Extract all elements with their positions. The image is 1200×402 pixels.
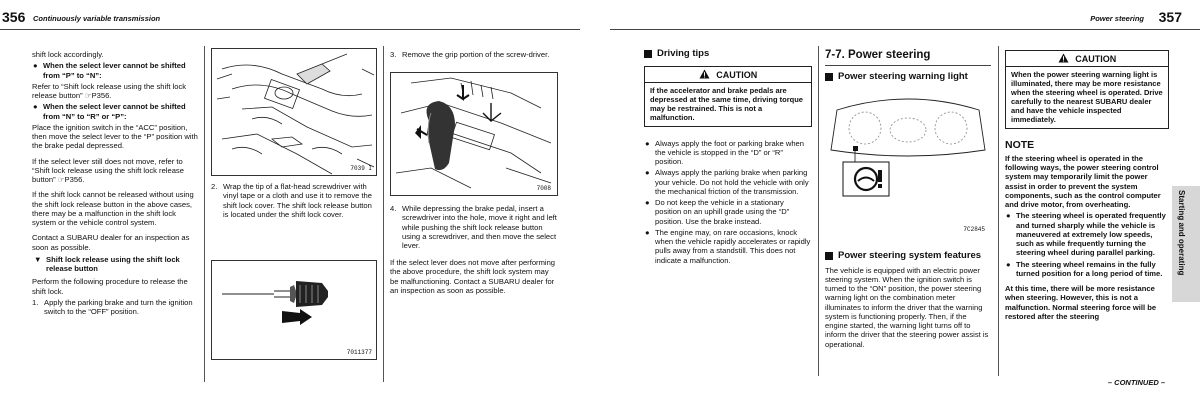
paragraph: The vehicle is equipped with an electric power steering system. When the ignition switch is turned to the “ON” position, the power steering warning light on the combination meter illuminates to inform the driver that the warning system is functioning properly. Then, if the engine started, the warning light turns off to inform the driver that the steering power assist is operational. bbox=[825, 265, 989, 349]
right-page-header bbox=[610, 0, 1200, 30]
paragraph: If the shift lock cannot be released without using the shift lock release button in the above cases, there may be a malfunction in the shift lock system or the vehicle control system. bbox=[32, 190, 194, 227]
column-divider bbox=[818, 46, 819, 376]
step-text: Remove the grip portion of the screw-driver. bbox=[402, 50, 550, 59]
combination-meter-illustration bbox=[825, 90, 991, 236]
right-page-title: Power steering bbox=[1090, 14, 1144, 23]
bullet-dot-icon: ● bbox=[645, 168, 650, 178]
figure-code: 7011377 bbox=[346, 348, 372, 356]
steering-wheel-icon bbox=[855, 168, 877, 190]
subsection-heading-warning-light bbox=[825, 71, 991, 83]
warning-triangle-icon bbox=[1058, 53, 1069, 63]
subsection-heading-features bbox=[825, 250, 991, 262]
caution-box bbox=[644, 66, 812, 127]
caution-label: CAUTION bbox=[1075, 54, 1117, 64]
list-item-text: The engine may, on rare occasions, knock when the vehicle rapidly accelerates or rapidly pulls away from a standstill. This does not indicate a malfunction. bbox=[655, 227, 811, 265]
right-column-3 bbox=[1005, 50, 1169, 327]
figure-shift-lock-cover bbox=[211, 48, 377, 176]
list-item bbox=[1005, 260, 1169, 279]
bullet-heading bbox=[32, 61, 198, 80]
step-number: 1. bbox=[32, 297, 39, 307]
caution-header bbox=[645, 67, 811, 83]
left-column-1 bbox=[32, 50, 198, 316]
caution-header bbox=[1006, 51, 1168, 67]
bullet-heading-text: When the select lever cannot be shifted from “N” to “R” or “P”: bbox=[43, 102, 186, 121]
square-bullet-icon bbox=[825, 252, 833, 260]
note-title: NOTE bbox=[1005, 138, 1035, 151]
right-column-2 bbox=[825, 48, 991, 83]
step-3 bbox=[390, 50, 558, 59]
step-number: 3. bbox=[390, 50, 397, 59]
figure-code: 7008 bbox=[536, 184, 551, 192]
list-item-text: Always apply the foot or parking brake when the vehicle is stopped in the “D” or “R” position. bbox=[655, 138, 805, 167]
warning-triangle-icon bbox=[699, 69, 710, 79]
note-intro: If the steering wheel is operated in the following ways, the power steering control system may temporarily limit the power assist in order to prevent the system components, such as the control computer and drive motor, from overheating. bbox=[1005, 153, 1161, 210]
bullet-dot-icon: ● bbox=[33, 61, 38, 71]
paragraph: Contact a SUBARU dealer for an inspection as soon as possible. bbox=[32, 233, 190, 252]
step-2 bbox=[211, 182, 377, 219]
paragraph: shift lock accordingly. bbox=[32, 50, 104, 59]
arrow-down-icon bbox=[457, 85, 469, 99]
list-item bbox=[1005, 211, 1169, 257]
paragraph: Place the ignition switch in the “ACC” position, then move the select lever to the “P” position with the brake pedal depressed. bbox=[32, 122, 198, 151]
chapter-side-tab[interactable] bbox=[1172, 186, 1200, 302]
square-bullet-icon bbox=[825, 73, 833, 81]
caution-box bbox=[1005, 50, 1169, 129]
right-column-2-lower bbox=[825, 250, 991, 355]
list-item-text: The steering wheel is operated frequently and turned sharply while the vehicle is maneuvered at extremely low speeds, such as while frequently turning the steering wheel during parallel parking. bbox=[1016, 211, 1166, 258]
bullet-dot-icon: ● bbox=[645, 138, 650, 148]
right-column-1 bbox=[644, 48, 812, 265]
subsection-heading bbox=[32, 255, 198, 274]
bullet-heading bbox=[32, 102, 198, 121]
figure-combination-meter bbox=[825, 90, 991, 236]
caution-label: CAUTION bbox=[716, 69, 758, 80]
left-page-header bbox=[0, 0, 580, 30]
continued-marker: – CONTINUED – bbox=[1107, 378, 1165, 387]
column-divider bbox=[998, 46, 999, 376]
figure-code: 7039 I bbox=[350, 164, 372, 172]
left-page-number: 356 bbox=[2, 9, 26, 25]
paragraph: Perform the following procedure to release the shift lock. bbox=[32, 277, 188, 296]
bullet-dot-icon: ● bbox=[1006, 259, 1011, 269]
arrow-right-icon bbox=[282, 309, 312, 325]
note-end: At this time, there will be more resistance when steering. However, this is not a malfunction. Normal steering force will be restored after the steering bbox=[1005, 284, 1157, 321]
left-page-title: Continuously variable transmission bbox=[33, 14, 161, 23]
paragraph: If the select lever does not move after performing the above procedure, the shift lock system may be malfunctioning. Contact a SUBARU dealer for an inspection as soon as possible. bbox=[390, 258, 556, 295]
section-heading-text: Driving tips bbox=[657, 48, 710, 59]
bullet-dot-icon: ● bbox=[645, 227, 650, 237]
column-divider bbox=[383, 46, 384, 382]
subsection-heading-text: Shift lock release using the shift lock release button bbox=[46, 254, 180, 273]
list-item bbox=[644, 228, 812, 265]
list-item-text: Do not keep the vehicle in a stationary position on an uphill grade using the “D” position. Use the brake instead. bbox=[655, 198, 790, 226]
square-bullet-icon bbox=[644, 50, 652, 58]
bullet-dot-icon: ● bbox=[645, 198, 650, 208]
step-1 bbox=[32, 298, 198, 317]
list-item-text: Always apply the parking brake when parking your vehicle. Do not hold the vehicle with only the mechanical friction of the transmission. bbox=[655, 168, 809, 196]
column-divider bbox=[204, 46, 205, 382]
subsection-heading-text: Power steering warning light bbox=[838, 71, 968, 83]
step-text: While depressing the brake pedal, insert a screwdriver into the hole, move it right and left while pushing the shift lock release button using a screwdriver, and then move the select lever. bbox=[402, 204, 557, 250]
figure-screwdriver bbox=[211, 260, 377, 360]
shift-lever-illustration bbox=[391, 73, 558, 196]
caution-text: If the accelerator and brake pedals are depressed at the same time, driving torque may be restrained. This is not a malfunction. bbox=[650, 85, 803, 122]
step-number: 4. bbox=[390, 204, 397, 213]
figure-code: 7C2845 bbox=[963, 226, 985, 233]
page-gutter bbox=[580, 0, 610, 402]
paragraph: If the select lever still does not move, refer to “Shift lock release using the shift lock release button” ☞P356. bbox=[32, 156, 184, 184]
exclamation-mark-icon bbox=[878, 170, 882, 182]
right-page-number: 357 bbox=[1158, 9, 1182, 25]
step-number: 2. bbox=[211, 182, 218, 191]
list-item bbox=[644, 168, 812, 196]
figure-release-button bbox=[390, 72, 558, 196]
caution-text: When the power steering warning light is illuminated, there may be more resistance when the steering wheel is operated. Drive carefully to the nearest SUBARU dealer and have the vehicle inspected immediately. bbox=[1011, 69, 1163, 124]
triangle-down-icon: ▼ bbox=[34, 254, 42, 264]
shift-console-illustration bbox=[212, 49, 377, 176]
bullet-heading-text: When the select lever cannot be shifted from “P” to “N”: bbox=[43, 61, 186, 80]
bullet-dot-icon: ● bbox=[1006, 211, 1011, 221]
screwdriver-illustration bbox=[212, 261, 377, 360]
driving-tips-list bbox=[644, 139, 812, 265]
list-item bbox=[644, 139, 812, 167]
paragraph: Refer to “Shift lock release using the shift lock release button” ☞P356. bbox=[32, 81, 187, 100]
list-item bbox=[644, 198, 812, 226]
section-heading-driving-tips bbox=[644, 48, 812, 60]
bullet-dot-icon: ● bbox=[33, 102, 38, 112]
chapter-side-tab-label: Starting and operating bbox=[1176, 190, 1186, 276]
list-item-text: The steering wheel remains in the fully turned position for a long period of time. bbox=[1016, 259, 1163, 278]
step-text: Wrap the tip of a flat-head screwdriver with vinyl tape or a cloth and use it to remove the shift lock cover. The shift lock release button is located under the shift lock cover. bbox=[223, 182, 373, 219]
subsection-heading-text: Power steering system features bbox=[838, 250, 982, 261]
section-title: 7-7. Power steering bbox=[825, 48, 991, 66]
step-text: Apply the parking brake and turn the ignition switch to the “OFF” position. bbox=[44, 297, 193, 316]
step-4 bbox=[390, 204, 558, 250]
